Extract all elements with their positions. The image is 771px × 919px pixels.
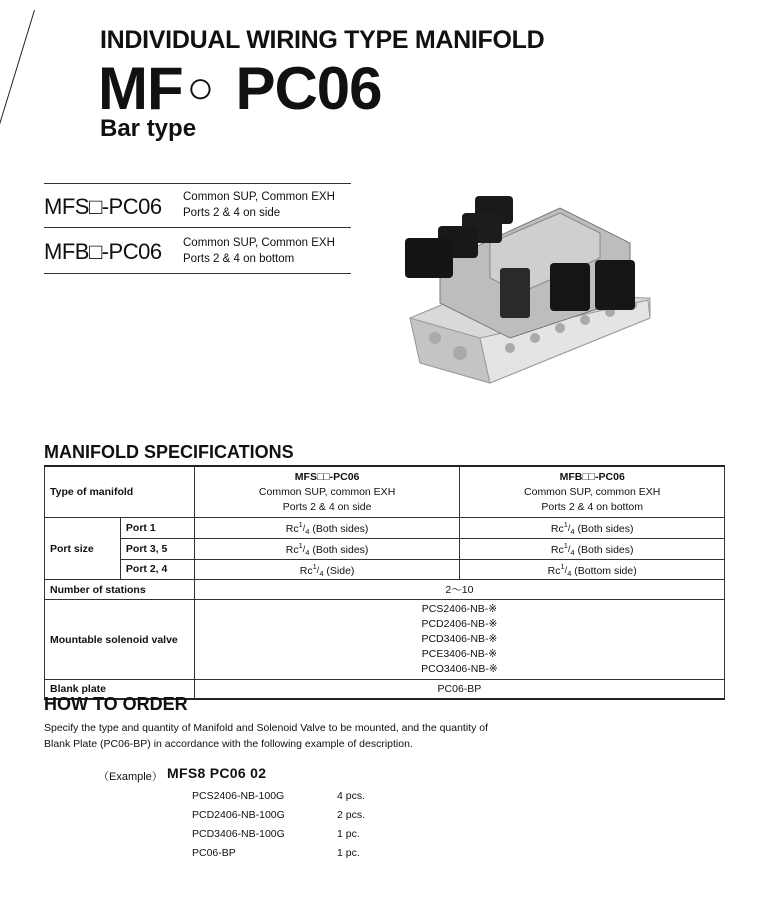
table-row (45, 559, 725, 580)
decorative-slash (0, 10, 35, 144)
port-name: Port 2, 4 (120, 559, 194, 580)
model-desc (183, 189, 335, 221)
table-row (45, 518, 725, 539)
stations-label: Number of stations (45, 580, 195, 600)
type-mfs-cell (194, 466, 460, 518)
blank-label: Blank plate (45, 680, 195, 700)
page-title (98, 52, 382, 124)
order-item-name: PCD3406-NB-100G (192, 828, 285, 840)
model-desc-line2: Ports 2 & 4 on side (183, 207, 281, 219)
table-row (45, 538, 725, 559)
order-item-qty: 1 pc. (337, 847, 360, 859)
example-code: MFS8 PC06 02 (167, 765, 267, 781)
cell-code: MFS□□-PC06 (294, 470, 360, 483)
order-item-name: PCD2406-NB-100G (192, 809, 285, 821)
list-item: PCS2406-NB-※ (421, 603, 498, 616)
cell-code: MFB□□-PC06 (559, 470, 625, 483)
table-row (45, 466, 725, 518)
title-suffix: PC06 (235, 55, 382, 122)
model-code: MFB□-PC06 (44, 239, 162, 264)
stations-value: 2〜10 (194, 580, 724, 600)
title-prefix: MF (98, 55, 183, 122)
model-desc-line1: Common SUP, Common EXH (183, 191, 335, 203)
port-value: $Rc^1/_4$ (Both sides) (460, 538, 725, 559)
table-row (45, 600, 725, 680)
cell-line1: Common SUP, common EXH (258, 485, 396, 498)
table-row (45, 580, 725, 600)
list-item: PCD2406-NB-※ (421, 618, 498, 631)
order-item-name: PC06-BP (192, 847, 236, 859)
order-item-qty: 2 pcs. (337, 809, 366, 821)
model-row-mfb (44, 227, 351, 274)
port-size-label: Port size (45, 518, 121, 580)
order-section-title: HOW TO ORDER (44, 694, 188, 714)
list-item: PCD3406-NB-※ (421, 633, 498, 646)
order-item-qty: 4 pcs. (337, 790, 366, 802)
list-item: PCE3406-NB-※ (421, 648, 498, 661)
valve-label: Mountable solenoid valve (45, 600, 195, 680)
port-name: Port 1 (120, 518, 194, 539)
port-value: $Rc^1/_4$ (Both sides) (194, 518, 460, 539)
model-desc (183, 235, 335, 267)
cell-line2: Ports 2 & 4 on bottom (541, 500, 643, 513)
model-desc-line1: Common SUP, Common EXH (183, 237, 335, 249)
cell-line1: Common SUP, common EXH (524, 485, 661, 498)
model-desc-line2: Ports 2 & 4 on bottom (183, 253, 295, 265)
order-desc-line1: Specify the type and quantity of Manifold and Solenoid Valve to be mounted, and the quantity of (44, 722, 489, 734)
title-symbol: ○ (186, 61, 214, 113)
valve-list (194, 600, 724, 680)
type-label: Type of manifold (45, 466, 195, 518)
type-mfb-cell (460, 466, 725, 518)
page-subtitle: INDIVIDUAL WIRING TYPE MANIFOLD (100, 26, 545, 54)
port-value: $Rc^1/_4$ (Side) (194, 559, 460, 580)
port-value: $Rc^1/_4$ (Both sides) (194, 538, 460, 559)
manifold-product-image (400, 188, 660, 388)
order-desc-line2: Blank Plate (PC06-BP) in accordance with the following example of description. (44, 738, 413, 750)
blank-value: PC06-BP (194, 680, 724, 700)
bar-type-label: Bar type (100, 115, 197, 142)
list-item: PCO3406-NB-※ (421, 663, 498, 676)
port-name: Port 3, 5 (120, 538, 194, 559)
spec-section-title: MANIFOLD SPECIFICATIONS (44, 442, 294, 462)
order-description (44, 720, 544, 752)
example-label: （Example） (98, 771, 163, 783)
port-value: $Rc^1/_4$ (Both sides) (460, 518, 725, 539)
manifold-spec-table (44, 465, 725, 700)
order-item-name: PCS2406-NB-100G (192, 790, 285, 802)
order-item-qty: 1 pc. (337, 828, 360, 840)
port-value: $Rc^1/_4$ (Bottom side) (460, 559, 725, 580)
model-row-mfs (44, 183, 351, 228)
cell-line2: Ports 2 & 4 on side (282, 500, 372, 513)
model-code: MFS□-PC06 (44, 194, 162, 219)
